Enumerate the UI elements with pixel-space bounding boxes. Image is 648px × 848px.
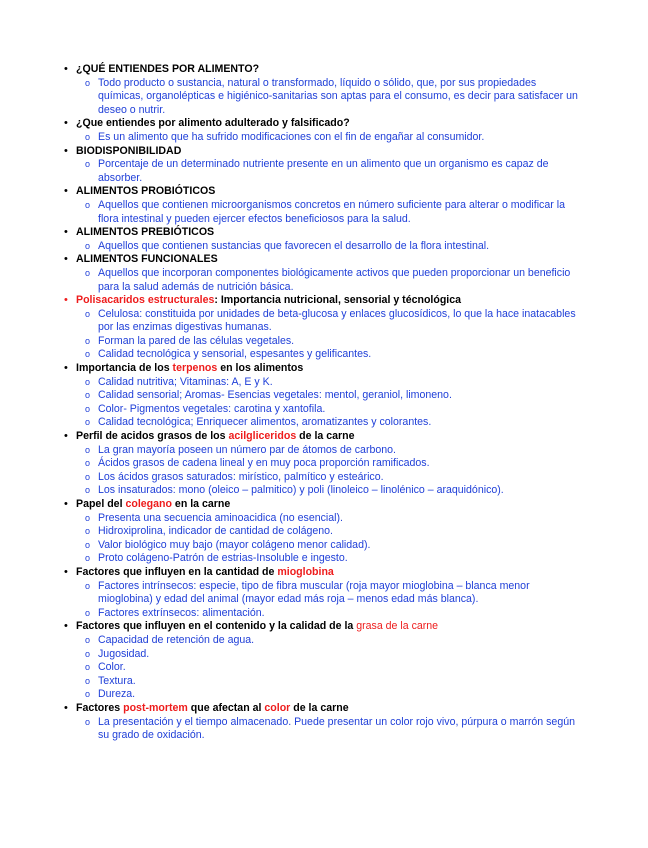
sub-item: o Calidad tecnológica y sensorial, espesantes y gelificantes. bbox=[98, 348, 578, 362]
sub-item: o Los ácidos grasos saturados: mirístico, palmítico y esteárico. bbox=[98, 471, 578, 485]
sub-item: o Aquellos que contienen sustancias que favorecen el desarrollo de la flora intestinal. bbox=[98, 240, 578, 254]
sub-list bbox=[76, 376, 648, 430]
sub-item: o Capacidad de retención de agua. bbox=[98, 634, 578, 648]
item-heading bbox=[76, 117, 576, 131]
sub-list bbox=[76, 199, 648, 226]
sub-item: o Jugosidad. bbox=[98, 648, 578, 662]
heading-text: de la carne bbox=[290, 701, 349, 714]
heading-text: BIODISPONIBILIDAD bbox=[76, 144, 182, 157]
heading-text: : Importancia nutricional, sensorial y técnológica bbox=[214, 294, 462, 307]
sub-list bbox=[76, 716, 648, 743]
highlighted-term: mioglobina bbox=[277, 565, 334, 578]
outline-item bbox=[64, 185, 648, 226]
bullet-icon: • bbox=[64, 117, 68, 130]
sub-list bbox=[76, 634, 648, 702]
sub-item: o Todo producto o sustancia, natural o transformado, líquido o sólido, que, por sus propiedades químicas, organolépticas e higiénico-sanitarias son aptas para el consumo, es decir para satisfacer un deseo o nutrir. bbox=[98, 77, 578, 118]
heading-text: Factores bbox=[76, 701, 124, 714]
sub-item: o Factores intrínsecos: especie, tipo de fibra muscular (roja mayor mioglobina – blanca menor mioglobina) y edad del animal (mayor edad más roja – menos edad más blanca). bbox=[98, 580, 578, 607]
outline-item bbox=[64, 144, 648, 186]
highlighted-term: terpenos bbox=[172, 362, 218, 375]
heading-text: Papel del bbox=[76, 498, 126, 510]
heading-text: de la carne bbox=[296, 430, 355, 443]
sub-item: o Aquellos que contienen microorganismos concretos en número suficiente para alterar o modificar la flora intestinal y pueden ejercer efectos beneficiosos para la salud. bbox=[98, 199, 578, 226]
bullet-icon: • bbox=[64, 226, 68, 239]
highlighted-term: color bbox=[264, 701, 291, 714]
heading-text: en la carne bbox=[171, 498, 231, 510]
heading-text: ALIMENTOS PREBIÓTICOS bbox=[76, 226, 215, 239]
highlighted-term: acilgliceridos bbox=[228, 430, 297, 443]
sub-item: o Textura. bbox=[98, 675, 578, 689]
outline-item bbox=[64, 498, 648, 566]
heading-text: Importancia de los bbox=[76, 362, 173, 375]
item-heading bbox=[76, 702, 576, 716]
item-heading bbox=[76, 294, 576, 308]
bullet-icon: • bbox=[64, 294, 68, 307]
outline-item bbox=[64, 63, 648, 117]
bullet-icon: • bbox=[64, 701, 68, 714]
item-heading bbox=[76, 145, 576, 159]
sub-list bbox=[76, 580, 648, 621]
sub-item: o Calidad sensorial; Aromas- Esencias vegetales: mentol, geraniol, limoneno. bbox=[98, 389, 578, 403]
heading-text: ¿QUÉ ENTIENDES POR ALIMENTO? bbox=[76, 63, 260, 75]
heading-text: ALIMENTOS FUNCIONALES bbox=[76, 253, 218, 266]
sub-item: o Los insaturados: mono (oleico – palmitico) y poli (linoleico – linolénico – araquidónico). bbox=[98, 484, 578, 498]
bullet-icon: • bbox=[64, 498, 68, 510]
sub-item: o Porcentaje de un determinado nutriente presente en un alimento que un organismo es capaz de absorber. bbox=[98, 158, 578, 185]
outline-item bbox=[64, 620, 648, 702]
item-heading bbox=[76, 430, 576, 444]
heading-text: Factores que influyen en la cantidad de bbox=[76, 565, 278, 578]
sub-item: o Aquellos que incorporan componentes biológicamente activos que pueden proporcionar un beneficio para la salud además de nutrición básica. bbox=[98, 267, 578, 294]
heading-text: que afectan al bbox=[187, 701, 265, 714]
outline-item bbox=[64, 117, 648, 144]
sub-list bbox=[76, 267, 648, 294]
sub-item: o Celulosa: constituida por unidades de beta-glucosa y enlaces glucosídicos, lo que la hace inatacables por las enzimas digestivas humanas. bbox=[98, 308, 578, 335]
outline-item bbox=[64, 565, 648, 620]
sub-item: o Factores extrínsecos: alimentación. bbox=[98, 607, 578, 621]
sub-item: o Color- Pigmentos vegetales: carotina y xantofila. bbox=[98, 403, 578, 417]
sub-item: o Proto colágeno-Patrón de estrias-Insoluble e ingesto. bbox=[98, 552, 578, 566]
bullet-icon: • bbox=[64, 253, 68, 266]
item-heading bbox=[76, 498, 576, 512]
bullet-icon: • bbox=[64, 620, 68, 633]
bullet-icon: • bbox=[64, 565, 68, 578]
highlighted-term: post-mortem bbox=[123, 701, 188, 714]
sub-item: o La presentación y el tiempo almacenado. Puede presentar un color rojo vivo, púrpura o marrón según su grado de oxidación. bbox=[98, 716, 578, 743]
heading-text: Perfil de acidos grasos de los bbox=[76, 430, 229, 443]
outline-item bbox=[64, 253, 648, 294]
heading-text: en los alimentos bbox=[217, 362, 304, 375]
sub-item: o Es un alimento que ha sufrido modificaciones con el fin de engañar al consumidor. bbox=[98, 131, 578, 145]
sub-list bbox=[76, 308, 648, 362]
bullet-icon: • bbox=[64, 144, 68, 157]
sub-item: o Valor biológico muy bajo (mayor colágeno menor calidad). bbox=[98, 539, 578, 553]
sub-list bbox=[76, 131, 648, 145]
bullet-icon: • bbox=[64, 362, 68, 375]
item-heading bbox=[76, 226, 576, 240]
bullet-icon: • bbox=[64, 185, 68, 198]
outline-item bbox=[64, 362, 648, 430]
highlighted-term: colegano bbox=[125, 498, 172, 510]
outline-item bbox=[64, 701, 648, 743]
sub-item: o Calidad nutritiva; Vitaminas: A, E y K. bbox=[98, 376, 578, 390]
sub-item: o Forman la pared de las células vegetales. bbox=[98, 335, 578, 349]
bullet-icon: • bbox=[64, 430, 68, 443]
heading-text: ¿Que entiendes por alimento adulterado y falsificado? bbox=[76, 117, 350, 130]
sub-item: o La gran mayoría poseen un número par de átomos de carbono. bbox=[98, 444, 578, 458]
sub-item: o Dureza. bbox=[98, 688, 578, 702]
heading-text: ALIMENTOS PROBIÓTICOS bbox=[76, 185, 216, 198]
sub-list bbox=[76, 512, 648, 566]
item-heading bbox=[76, 620, 576, 634]
sub-item: o Calidad tecnológica; Enriquecer alimentos, aromatizantes y colorantes. bbox=[98, 416, 578, 430]
sub-list bbox=[76, 158, 648, 185]
sub-item: o Ácidos grasos de cadena lineal y en muy poca proporción ramificados. bbox=[98, 457, 578, 471]
sub-item: o Presenta una secuencia aminoacidica (no esencial). bbox=[98, 512, 578, 526]
document-page bbox=[0, 63, 648, 743]
item-heading bbox=[76, 63, 576, 77]
sub-item: o Hidroxiprolina, indicador de cantidad de colágeno. bbox=[98, 525, 578, 539]
sub-list bbox=[76, 77, 648, 118]
sub-list bbox=[76, 240, 648, 254]
heading-text: Factores que influyen en el contenido y la calidad de la bbox=[76, 620, 357, 633]
outline-list bbox=[0, 63, 648, 743]
sub-item: o Color. bbox=[98, 661, 578, 675]
item-heading bbox=[76, 362, 576, 376]
sub-list bbox=[76, 444, 648, 498]
item-heading bbox=[76, 185, 576, 199]
bullet-icon: • bbox=[64, 63, 68, 75]
outline-item bbox=[64, 226, 648, 253]
outline-item bbox=[64, 430, 648, 498]
highlighted-term: grasa de la carne bbox=[356, 620, 439, 633]
highlighted-term: Polisacaridos estructurales bbox=[76, 294, 215, 307]
item-heading bbox=[76, 253, 576, 267]
outline-item bbox=[64, 294, 648, 362]
item-heading bbox=[76, 566, 576, 580]
